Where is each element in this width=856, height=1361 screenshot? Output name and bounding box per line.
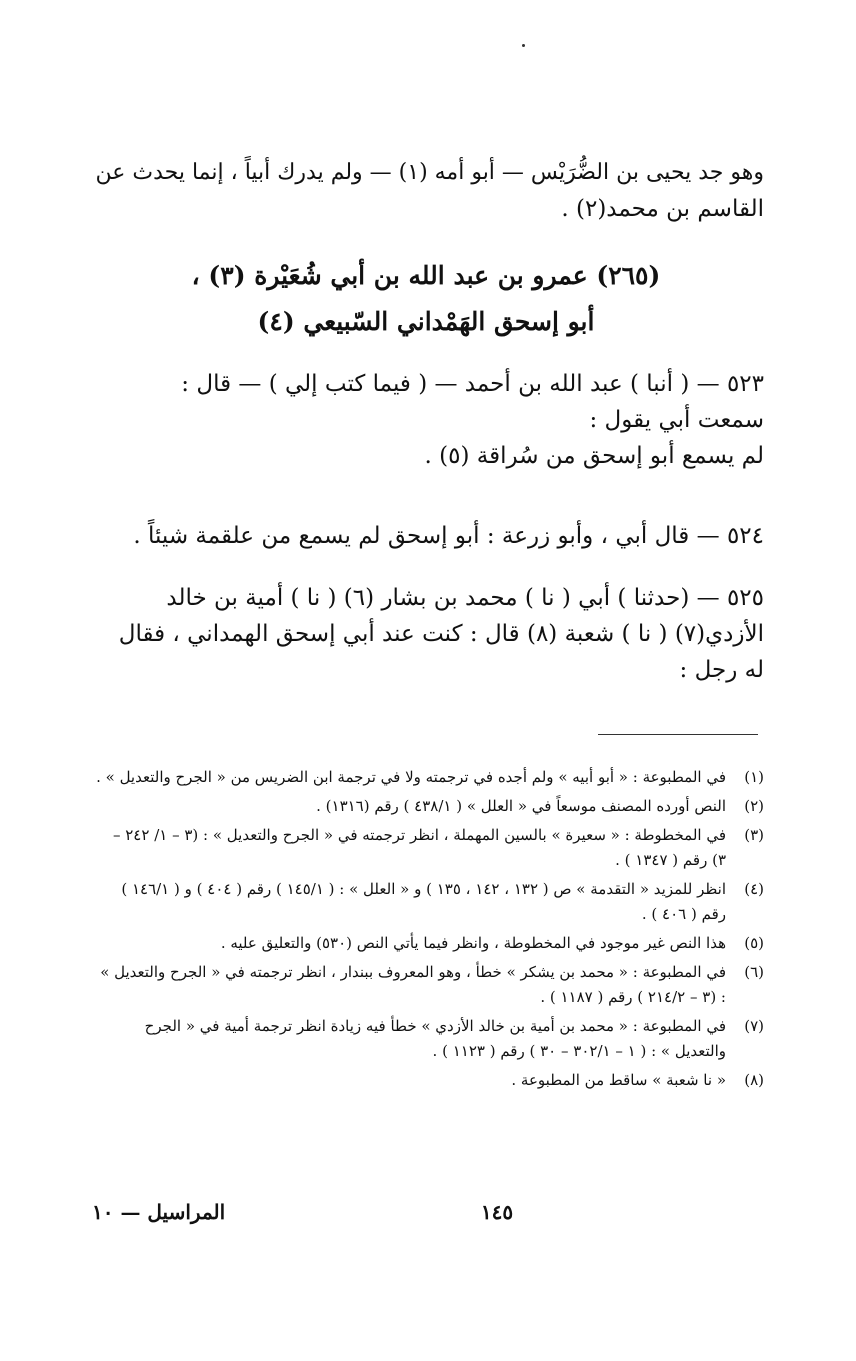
footnote-number: (٥) bbox=[744, 934, 764, 952]
ink-speck bbox=[522, 44, 525, 47]
entry-523 bbox=[88, 366, 764, 474]
page-number: ١٤٥ bbox=[480, 1200, 514, 1224]
page-footer bbox=[92, 1200, 764, 1234]
entry-523-line-1: ٥٢٣ — ( أنبا ) عبد الله بن أحمد — ( فيما كتب إلي ) — قال : bbox=[181, 371, 764, 397]
entry-523-line-2: سمعت أبي يقول : bbox=[589, 407, 764, 433]
footnote bbox=[95, 823, 764, 873]
entry-525 bbox=[88, 580, 764, 688]
entry-524-line-1: ٥٢٤ — قال أبي ، وأبو زرعة : أبو إسحق لم يسمع من علقمة شيئاً . bbox=[133, 523, 764, 549]
footnote bbox=[95, 794, 764, 819]
footnote-number: (١) bbox=[744, 768, 764, 786]
entry-heading bbox=[88, 253, 764, 345]
footnote-separator bbox=[598, 734, 758, 735]
footnote-number: (٢) bbox=[744, 797, 764, 815]
footnote bbox=[95, 765, 764, 790]
entry-525-line-1: ٥٢٥ — (حدثنا ) أبي ( نا ) محمد بن بشار (٦) ( نا ) أمية بن خالد bbox=[166, 585, 764, 611]
footnote-number: (٣) bbox=[744, 826, 764, 844]
footnote bbox=[95, 960, 764, 1010]
entry-525-line-3: له رجل : bbox=[679, 657, 764, 683]
footnote-text: النص أورده المصنف موسعاً في « العلل » ( ٤٣٨/١ ) رقم (١٣١٦) . bbox=[316, 797, 726, 815]
footnote-text: في المطبوعة : « محمد بن أمية بن خالد الأزدي » خطأ فيه زيادة انظر ترجمة أمية في « الجرح والتعديل » : ( ١ – ٣٠٢/١ – ٣٠ ) رقم ( ١١٢٣ ) . bbox=[144, 1017, 726, 1060]
footnote-number: (٦) bbox=[744, 963, 764, 981]
footnote-number: (٧) bbox=[744, 1017, 764, 1035]
footnote-number: (٨) bbox=[744, 1071, 764, 1089]
entry-524 bbox=[88, 518, 764, 554]
footnote bbox=[95, 1014, 764, 1064]
heading-line-1: (٢٦٥) عمرو بن عبد الله بن أبي شُعَيْرة (٣) ، bbox=[191, 261, 661, 290]
footnote-number: (٤) bbox=[744, 880, 764, 898]
footnote-text: في المطبوعة : « أبو أبيه » ولم أجده في ترجمته ولا في ترجمة ابن الضريس من « الجرح والتعديل » . bbox=[96, 768, 726, 786]
entry-525-line-2: الأزدي(٧) ( نا ) شعبة (٨) قال : كنت عند أبي إسحق الهمداني ، فقال bbox=[118, 621, 764, 647]
footnotes bbox=[95, 765, 764, 1097]
signature-mark: المراسيل — ١٠ bbox=[92, 1200, 226, 1224]
footnote bbox=[95, 931, 764, 956]
intro-line-2: القاسم بن محمد(٢) . bbox=[561, 196, 764, 222]
footnote-text: « نا شعبة » ساقط من المطبوعة . bbox=[511, 1071, 726, 1089]
entry-523-line-3: لم يسمع أبو إسحق من سُراقة (٥) . bbox=[424, 443, 764, 469]
footnote bbox=[95, 877, 764, 927]
heading-line-2: أبو إسحق الهَمْداني السّبيعي (٤) bbox=[257, 307, 595, 336]
intro-paragraph bbox=[88, 155, 764, 227]
footnote-text: في المطبوعة : « محمد بن يشكر » خطأ ، وهو المعروف ببندار ، انظر ترجمته في « الجرح والتعديل » : (٣ – ٢١٤/٢ ) رقم ( ١١٨٧ ) . bbox=[100, 963, 726, 1006]
footnote bbox=[95, 1068, 764, 1093]
footnote-text: هذا النص غير موجود في المخطوطة ، وانظر فيما يأتي النص (٥٣٠) والتعليق عليه . bbox=[220, 934, 726, 952]
footnote-text: في المخطوطة : « سعيرة » بالسين المهملة ، انظر ترجمته في « الجرح والتعديل » : (٣ – ١/ ٢٤٢ – ٣) رقم ( ١٣٤٧ ) . bbox=[112, 826, 726, 869]
footnote-text: انظر للمزيد « التقدمة » ص ( ١٣٢ ، ١٤٢ ، ١٣٥ ) و « العلل » : ( ١٤٥/١ ) رقم ( ٤٠٤ ) و ( ١٤٦/١ ) رقم ( ٤٠٦ ) . bbox=[121, 880, 726, 923]
intro-line-1: وهو جد يحيى بن الضُّرَيْس — أبو أمه (١) — ولم يدرك أبياً ، إنما يحدث عن bbox=[95, 160, 764, 185]
